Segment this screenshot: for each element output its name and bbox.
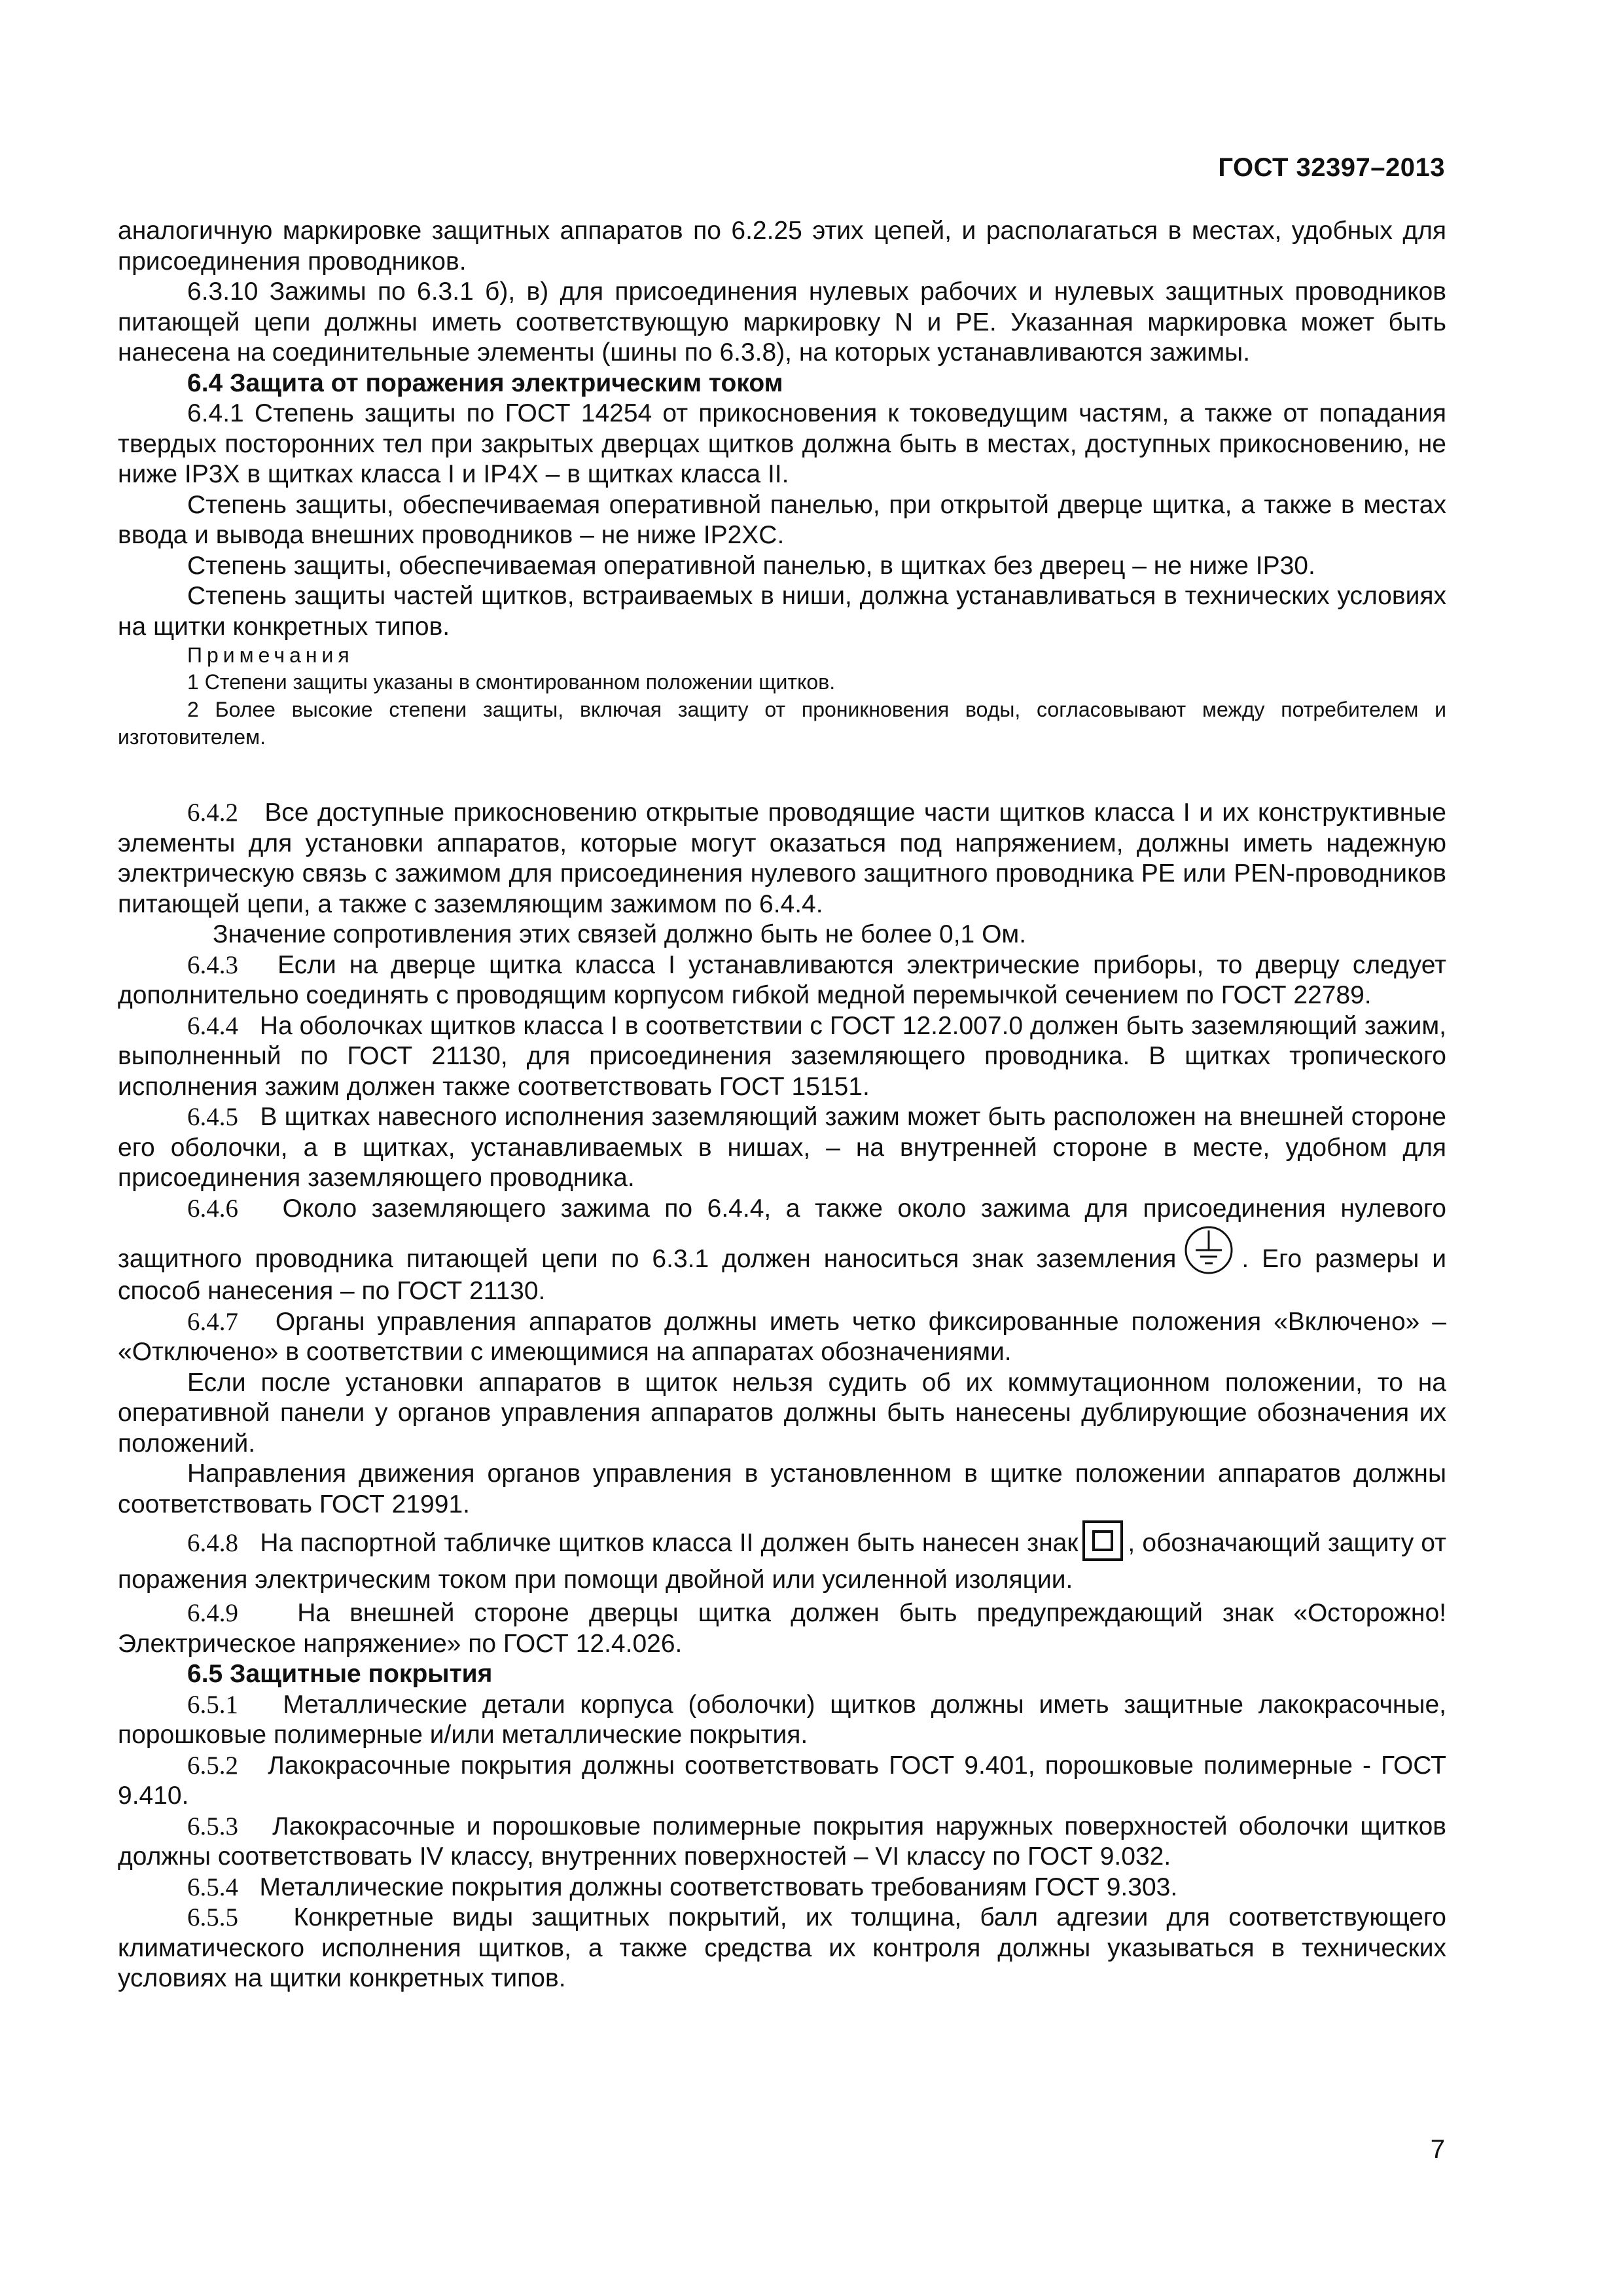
- paragraph-6-4-1-c: Степень защиты, обеспечиваемая оперативной панелью, в щитках без дверец – не ниже IP30.: [187, 551, 1315, 580]
- paragraph-6-4-5: [118, 1102, 1446, 1194]
- clause-text: Около заземляющего зажима по 6.4.4, а также около зажима для присоединения нулевого защитного проводника питающей цепи по 6.3.1 должен наноситься знак заземления: [118, 1194, 1447, 1273]
- clause-text-cont: . Его размеры и способ нанесения – по ГОСТ 21130.: [118, 1245, 1446, 1305]
- paragraph-6-4-4: [118, 1011, 1446, 1103]
- paragraph-6-3-10: 6.3.10 Зажимы по 6.3.1 б), в) для присоединения нулевых рабочих и нулевых защитных проводников питающей цепи должны иметь соответствующую маркировку N и PE. Указанная маркировка может быть нанесена на соединительные элементы (шины по 6.3.8), на которых устанавливаются зажимы.: [118, 278, 1446, 367]
- clause-number: 6.5.3: [187, 1812, 238, 1840]
- paragraph-6-5-5: [118, 1903, 1446, 1994]
- paragraph-6-4-2: [118, 798, 1446, 920]
- clause-number: 6.4.7: [187, 1307, 238, 1336]
- clause-text: Лакокрасочные и порошковые полимерные покрытия наружных поверхностей оболочки щитков должны соответствовать IV классу, внутренних поверхностей – VI классу по ГОСТ 9.032.: [118, 1812, 1446, 1871]
- notes-title: Примечания: [187, 643, 354, 667]
- paragraph-6-4-1-b: Степень защиты, обеспечиваемая оперативной панелью, при открытой дверце щитка, а также в местах ввода и вывода внешних проводников – не ниже IP2XC.: [118, 490, 1446, 549]
- paragraph-6-5-1: [118, 1690, 1446, 1751]
- paragraph-6-4-9: [118, 1598, 1446, 1659]
- clause-number: 6.4.5: [187, 1103, 238, 1131]
- clause-text: Конкретные виды защитных покрытий, их толщина, балл адгезии для соответствующего климатического исполнения щитков, а также средства их контроля должны указываться в технических условиях на щитки конкретных типов.: [118, 1903, 1446, 1992]
- clause-number: 6.4.8: [187, 1529, 238, 1557]
- clause-text: Металлические покрытия должны соответствовать требованиям ГОСТ 9.303.: [259, 1873, 1178, 1901]
- clause-number: 6.5.4: [187, 1873, 238, 1901]
- clause-number: 6.4.3: [187, 950, 238, 979]
- clause-number: 6.4.6: [187, 1194, 238, 1223]
- ground-symbol-icon: [1183, 1224, 1235, 1276]
- section-heading-6-4: 6.4 Защита от поражения электрическим током: [187, 368, 783, 397]
- paragraph-6-4-7: [118, 1307, 1446, 1368]
- clause-text: Все доступные прикосновению открытые проводящие части щитков класса I и их конструктивные элементы для установки аппаратов, которые могут оказаться под напряжением, должны иметь надежную электрическую связь с зажимом для присоединения нулевого защитного проводника PE или PEN-проводников питающей цепи, а также с заземляющим зажимом по 6.4.4.: [118, 798, 1446, 918]
- clause-text: Лакокрасочные покрытия должны соответствовать ГОСТ 9.401, порошковые полимерные - ГОСТ 9.410.: [118, 1751, 1446, 1810]
- paragraph-6-4-7-c: Направления движения органов управления в установленном в щитке положении аппаратов должны соответствовать ГОСТ 21991.: [118, 1460, 1446, 1518]
- clause-number: 6.4.9: [187, 1599, 238, 1627]
- class-ii-symbol-icon: [1082, 1520, 1124, 1562]
- clause-text: Металлические детали корпуса (оболочки) щитков должны иметь защитные лакокрасочные, порошковые полимерные и/или металлические покрытия.: [118, 1690, 1446, 1749]
- notes-block: [118, 642, 1446, 751]
- page-body: [118, 216, 1446, 1994]
- clause-number: 6.5.5: [187, 1903, 238, 1931]
- clause-number: 6.5.2: [187, 1751, 238, 1780]
- paragraph-6-4-1: 6.4.1 Степень защиты по ГОСТ 14254 от прикосновения к токоведущим частям, а также от попадания твердых посторонних тел при закрытых дверцах щитков должна быть в местах, доступных прикосновению, не ниже IP3X в щитках класса I и IP4X – в щитках класса II.: [118, 399, 1446, 488]
- document-header: ГОСТ 32397–2013: [1218, 153, 1445, 182]
- paragraph-6-4-6: [118, 1194, 1446, 1307]
- clause-number: 6.5.1: [187, 1690, 238, 1719]
- paragraph-6-4-7-b: Если после установки аппаратов в щиток нельзя судить об их коммутационном положении, то на оперативной панели у органов управления аппаратов должны быть нанесены дублирующие обозначения их положений.: [118, 1368, 1446, 1458]
- paragraph-6-5-2: [118, 1751, 1446, 1812]
- note-1: 1 Степени защиты указаны в смонтированном положении щитков.: [187, 670, 836, 694]
- paragraph-6-5-3: [118, 1812, 1446, 1873]
- paragraph-6-4-2-b: Значение сопротивления этих связей должно быть не более 0,1 Ом.: [213, 920, 1027, 948]
- page-number: 7: [1430, 2135, 1445, 2164]
- paragraph-continuation: аналогичную маркировке защитных аппаратов по 6.2.25 этих цепей, и располагаться в местах, удобных для присоединения проводников.: [118, 217, 1446, 276]
- clause-text: На внешней стороне дверцы щитка должен быть предупреждающий знак «Осторожно! Электрическое напряжение» по ГОСТ 12.4.026.: [118, 1599, 1446, 1658]
- clause-text: На паспортной табличке щитков класса II должен быть нанесен знак: [260, 1529, 1079, 1557]
- section-heading-6-5: 6.5 Защитные покрытия: [187, 1660, 493, 1688]
- clause-number: 6.4.2: [187, 798, 238, 827]
- paragraph-6-4-1-d: Степень защиты частей щитков, встраиваемых в ниши, должна устанавливаться в технических условиях на щитки конкретных типов.: [118, 582, 1446, 641]
- clause-number: 6.4.4: [187, 1011, 238, 1040]
- paragraph-6-4-8: [118, 1520, 1446, 1598]
- clause-text: Если на дверце щитка класса I устанавливаются электрические приборы, то дверцу следует дополнительно соединять с проводящим корпусом гибкой медной перемычкой сечением по ГОСТ 22789.: [118, 950, 1446, 1009]
- note-2: 2 Более высокие степени защиты, включая защиту от проникновения воды, согласовывают между потребителем и изготовителем.: [118, 698, 1446, 749]
- paragraph-6-4-3: [118, 950, 1446, 1011]
- clause-text: На оболочках щитков класса I в соответствии с ГОСТ 12.2.007.0 должен быть заземляющий зажим, выполненный по ГОСТ 21130, для присоединения заземляющего проводника. В щитках тропического исполнения зажим должен также соответствовать ГОСТ 15151.: [118, 1011, 1446, 1101]
- clause-text-cont: , обозначающий защиту от поражения электрическим током при помощи двойной или усиленной изоляции.: [118, 1529, 1447, 1594]
- clause-text: Органы управления аппаратов должны иметь четко фиксированные положения «Включено» – «Отключено» в соответствии с имеющимися на аппаратах обозначениями.: [118, 1307, 1446, 1366]
- paragraph-6-5-4: [118, 1873, 1446, 1903]
- clause-text: В щитках навесного исполнения заземляющий зажим может быть расположен на внешней стороне его оболочки, а в щитках, устанавливаемых в нишах, – на внутренней стороне в месте, удобном для присоединения заземляющего проводника.: [118, 1103, 1446, 1192]
